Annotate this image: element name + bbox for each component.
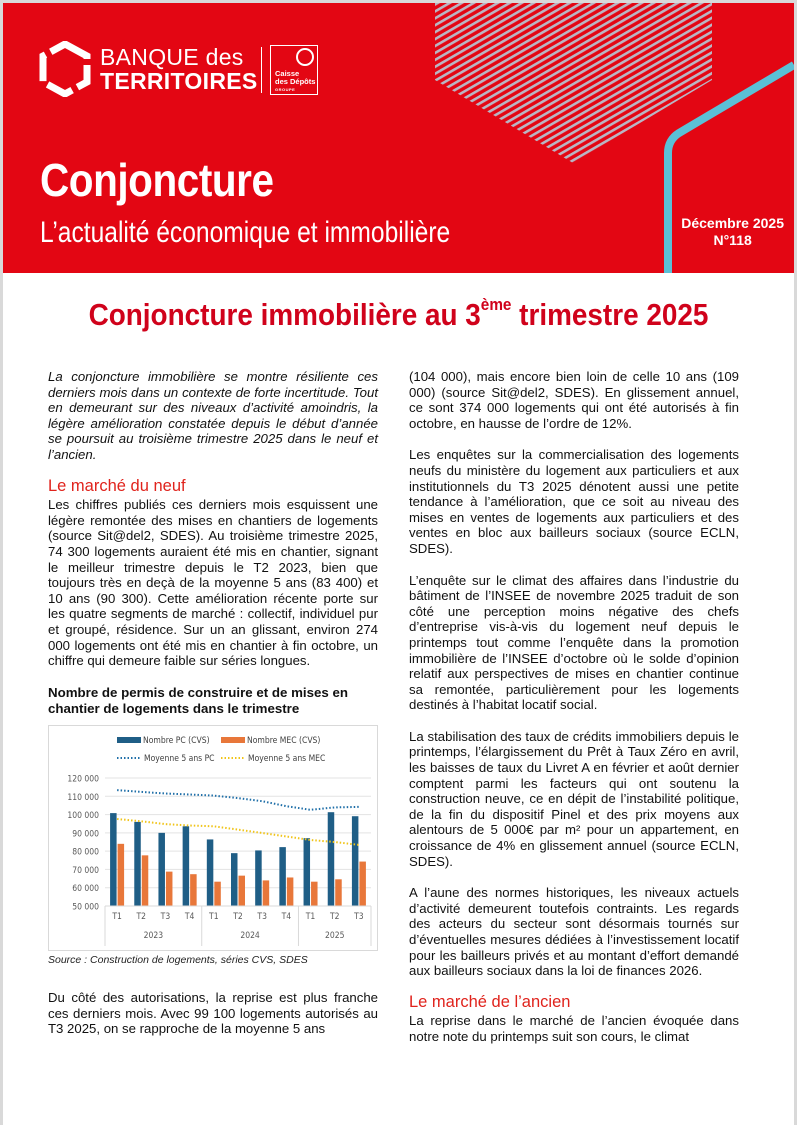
y-tick-label: 100 000 <box>67 810 99 821</box>
banque-des-territoires-logo-icon <box>39 41 91 97</box>
x-tick-label: T3 <box>160 911 171 922</box>
paragraph: Les enquêtes sur la commercialisation des logements neufs du ministère du logement aux particuliers et aux institutionnels du T3 2025 dénotent aussi une petite tendance à l’amélioration, que ce soit au niveau des mises en ventes de logements aux particuliers et des ventes en bloc aux bailleurs sociaux (source ECLN, SDES). <box>409 447 739 556</box>
bar-mec <box>263 880 270 906</box>
paragraph: Les chiffres publiés ces derniers mois esquissent une légère remontée des mises en chantiers de logements (source Sit@del2, SDES). Au troisième trimestre 2025, 74 300 logements auraient été mis en chantier, signant le meilleur trimestre depuis le T2 2023, bien que toujours très en deçà de la moyenne 5 ans (83 400) et 10 ans (90 300). Cette amélioration récente porte sur les quatre segments de marché : collectif, individuel pur et groupé, résidence. Sur un an glissant, environ 274 000 logements ont été mis en chantier à fin octobre, un chiffre qui demeure faible sur séries longues. <box>48 497 378 669</box>
bar-pc <box>304 838 311 906</box>
x-tick-label: T3 <box>257 911 267 922</box>
paragraph: A l’aune des normes historiques, les niveaux actuels d’activité demeurent toutefois contraints. Les regards des acteurs du secteur sont désormais tournés sur d’éventuelles mesures dédiées à l’investissement locatif pour les bailleurs privés et au montant d’effort demandé aux bailleurs sociaux dans la loi de finances 2026. <box>409 885 739 979</box>
brand-separator <box>261 47 262 93</box>
bar-pc <box>255 850 262 906</box>
bar-pc <box>231 853 238 906</box>
issue-date: Décembre 2025 <box>681 215 784 231</box>
bar-mec <box>118 844 125 906</box>
bar-pc <box>279 847 286 906</box>
article-title <box>43 297 755 333</box>
caisse-des-depots-logo <box>270 45 318 95</box>
paragraph: La stabilisation des taux de crédits immobiliers depuis le printemps, l’élargissement du Prêt à Taux Zéro en avril, les baisses de taux du Livret A en février et août dernier comptent parmi les facteurs qui ont soutenu la construction neuve, ce en dépit de l’instabilité politique, de la fin du dispositif Pinel et des prix moyens aux alentours de 5 000€ par m² pour un appartement, en croissance de 4% en glissement annuel (source ECLN, SDES). <box>409 728 739 869</box>
y-tick-label: 60 000 <box>72 883 99 894</box>
bar-mec <box>214 881 221 905</box>
x-tick-label: T2 <box>233 911 243 922</box>
seal-icon <box>296 48 314 66</box>
bar-mec <box>239 875 246 905</box>
legend-label-pc: Nombre PC (CVS) <box>143 735 210 746</box>
article-title-sup: ème <box>480 295 512 314</box>
paragraph: (104 000), mais encore bien loin de celle 10 ans (109 000) (source Sit@del2, SDES). En glissement annuel, ce sont 374 000 logements qui ont été autorisés à fin octobre, en hausse de l’ordre de 12%. <box>409 369 739 431</box>
x-tick-label: T1 <box>112 911 122 922</box>
x-tick-label: T1 <box>305 911 316 922</box>
y-tick-label: 50 000 <box>72 902 99 913</box>
y-tick-label: 120 000 <box>67 774 99 785</box>
y-tick-label: 70 000 <box>72 865 99 876</box>
bar-pc <box>207 839 214 906</box>
bar-pc <box>158 833 165 906</box>
bar-mec <box>190 874 197 906</box>
x-tick-label: T2 <box>136 911 147 922</box>
legend-swatch-pc <box>117 737 141 743</box>
intro-paragraph: La conjoncture immobilière se montre résiliente ces derniers mois dans un contexte de forte incertitude. Tout en demeurant sur des niveaux d’activité amoindris, la légère amélioration constatée depuis le début d’année se poursuit au troisième trimestre 2025 dans le neuf et l’ancien. <box>48 369 378 462</box>
y-tick-label: 110 000 <box>67 792 99 803</box>
bar-mec <box>311 881 318 905</box>
left-column <box>48 369 378 1053</box>
article-title-post: trimestre 2025 <box>511 297 709 332</box>
bar-mec <box>287 877 294 906</box>
line-avg-pc <box>117 790 359 810</box>
bar-mec <box>142 855 149 906</box>
bar-pc <box>328 812 335 906</box>
x-tick-label: T4 <box>281 911 292 922</box>
issue-info <box>681 215 784 249</box>
bar-mec <box>359 861 366 905</box>
chart-container <box>48 725 378 951</box>
section-heading-ancien: Le marché de l’ancien <box>409 992 571 1011</box>
partner-line-2: des Dépôts <box>275 77 316 86</box>
paragraph: La reprise dans le marché de l’ancien évoquée dans notre note du printemps suit son cours, le climat <box>409 1013 739 1044</box>
legend-label-mec: Nombre MEC (CVS) <box>247 735 321 746</box>
y-tick-label: 90 000 <box>72 829 99 840</box>
article-title-pre: Conjoncture immobilière au 3 <box>88 297 481 332</box>
brand-line-2: TERRITOIRES <box>100 68 258 94</box>
x-tick-label: T2 <box>329 911 340 922</box>
header-banner <box>3 3 794 273</box>
partner-line-3: GROUPE <box>275 87 296 92</box>
legend-label-avg-mec: Moyenne 5 ans MEC <box>248 753 326 764</box>
brand-line-1: BANQUE des <box>100 44 244 70</box>
paragraph: Du côté des autorisations, la reprise est plus franche ces derniers mois. Avec 99 100 logements autorisés au T3 2025, on se rapproche de la moyenne 5 ans <box>48 990 378 1037</box>
partner-line-1: Caisse <box>275 69 300 78</box>
bar-pc <box>110 813 117 906</box>
document-page <box>3 3 794 1125</box>
legend-swatch-mec <box>221 737 245 743</box>
bar-pc <box>183 826 190 906</box>
bar-chart <box>49 726 379 952</box>
bar-mec <box>166 871 173 905</box>
bar-pc <box>134 822 141 906</box>
bar-pc <box>352 816 359 906</box>
x-group-label: 2024 <box>240 930 260 941</box>
y-tick-label: 80 000 <box>72 847 99 858</box>
x-tick-label: T4 <box>184 911 195 922</box>
brand-name <box>100 45 258 93</box>
x-tick-label: T3 <box>354 911 364 922</box>
chart-heading: Nombre de permis de construire et de mises en chantier de logements dans le trimestre <box>48 684 349 716</box>
paragraph: L’enquête sur le climat des affaires dans l’industrie du bâtiment de l’INSEE de novembre 2025 traduit de son côté une perception moins négative des chefs d’entreprise vis-à-vis du logement neuf depuis le printemps tout comme l’enquête dans la promotion immobilière de l’INSEE d’octobre où le solde d’opinion relatif aux perspectives de mises en chantier continue sa remontée, particulièrement pour les logements destinés à l’habitat locatif social. <box>409 572 739 713</box>
chart-source: Source : Construction de logements, séries CVS, SDES <box>48 953 308 966</box>
x-tick-label: T1 <box>209 911 219 922</box>
x-group-label: 2025 <box>324 930 345 941</box>
issue-number: N°118 <box>713 232 752 248</box>
legend-label-avg-pc: Moyenne 5 ans PC <box>144 753 215 764</box>
x-group-label: 2023 <box>143 930 164 941</box>
section-heading-neuf: Le marché du neuf <box>48 476 186 495</box>
bar-mec <box>335 879 342 906</box>
right-column <box>409 369 739 1061</box>
publication-subtitle: L’actualité économique et immobilière <box>40 216 451 249</box>
publication-title: Conjoncture <box>40 154 274 206</box>
line-avg-mec <box>117 819 359 845</box>
